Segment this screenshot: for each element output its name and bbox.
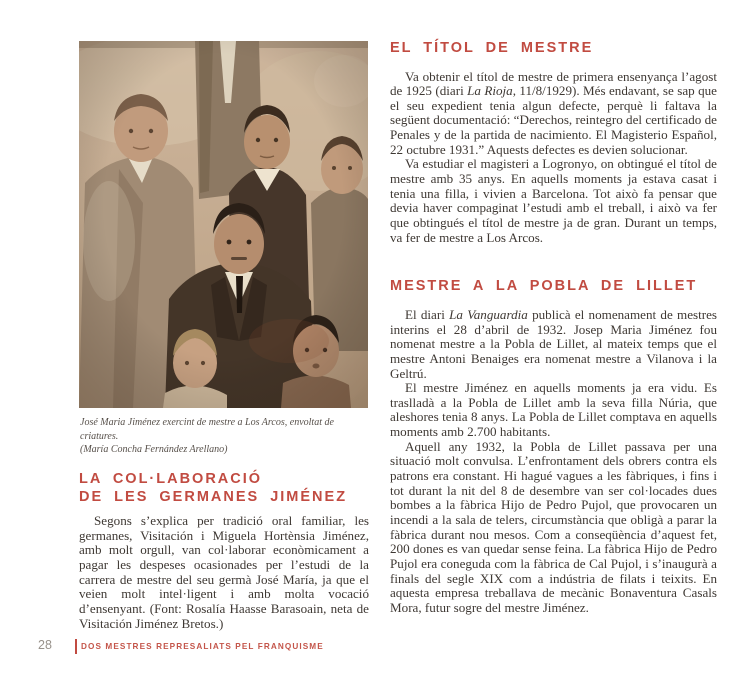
page-footer (38, 638, 718, 658)
section2-heading: MESTRE A LA POBLA DE LILLET (390, 278, 698, 295)
section1-paragraph1 (390, 70, 717, 158)
class-photo (79, 41, 368, 408)
page-number: 28 (38, 638, 52, 652)
section1-paragraph1-rest: , 11/8/1929). Més endavant, se sap que el seu expedient tenia algun defecte, perquè li faltava la següent documentació: “Derechos, reintegro del certificado de Penales y de la partida de nacimiento. El Magisterio Español, 22 octubre 1931.” Aquests defectes es devien solucionar. (390, 83, 717, 157)
left-section-paragraph: Segons s’explica per tradició oral familiar, les germanes, Visitación i Miguela Hortènsia Jiménez, amb molt orgull, van col·laborar econòmicament a pagar les despeses ocasionades per l’estudi de la carrera de mestre del seu germà José María, ja que el veien molt intel·ligent i amb molta vocació d’ensenyant. (Font: Rosalía Haasse Barasoain, neta de Visitación Jiménez Bretos.) (79, 513, 369, 631)
photo-caption (80, 416, 370, 457)
section2-paragraph2: El mestre Jiménez en aquells moments ja era vidu. Es traslladà a la Pobla de Lillet amb la seva filla Núria, que aleshores tenia 8 anys. La Pobla de Lillet comptava en aquells moments amb 2.700 habitants. (390, 380, 717, 440)
section2-paragraph1-text: El diari (405, 306, 450, 322)
newspaper-name-la-rioja: La Rioja (467, 83, 513, 99)
photo-caption-line1: José Maria Jiménez exercint de mestre a Los Arcos, envoltat de criatures. (80, 417, 334, 442)
section1-heading: EL TÍTOL DE MESTRE (390, 40, 594, 56)
newspaper-name-la-vanguardia: La Vanguardia (449, 306, 528, 322)
section2-paragraph3: Aquell any 1932, la Pobla de Lillet passava per una situació molt convulsa. L’enfrontament dels obrers contra els patrons era constant. Hi hagué vagues a les fàbriques, i fins i tot durant la nit del 8 de desembre van ser col·locades dues bombes a la fàbrica Hijo de Pedro Pujol, que provocaren un incendi a la sala de telers, circumstància que obligà a parar la fàbrica durant nou mesos. Com a conseqüència d’aquest fet, 200 dones es van quedar sense feina. La fàbrica Hijo de Pedro Pujol era coneguda com la fàbrica de Cal Pujol, i s’inaugurà a finals del segle XIX com a indústria de filats i teixits. En aquesta empresa treballava de mecànic Bonaventura Casals Mora, futur sogre del mestre Jiménez. (390, 438, 717, 615)
section2-paragraph1 (390, 308, 717, 381)
vintage-class-photo-illustration (79, 41, 368, 408)
photo-caption-line2: (María Concha Fernández Arellano) (80, 444, 228, 455)
left-section-heading-line2: DE LES GERMANES JIMÉNEZ (79, 488, 348, 505)
footer-divider (75, 639, 77, 654)
left-section-heading-line1: LA COL·LABORACIÓ (79, 471, 263, 487)
section2-paragraph1-rest: publicà el nomenament de mestres interins el 28 d’abril de 1932. Josep Maria Jiménez fou nomenat mestre a la Pobla de Lillet, al mateix temps que el mestre Antoni Benaiges era nomenat mestre a Vilanova i la Geltrú. (390, 306, 718, 381)
section1-paragraph1-text: Va obtenir el títol de mestre de primera ensenyança l’agost de 1925 (diari (390, 68, 717, 99)
right-column (390, 40, 717, 616)
section1-paragraph2: Va estudiar el magisteri a Logronyo, on obtingué el títol de mestre amb 35 anys. En aquells moments ja estava casat i tenia una filla, i vivien a Barcelona. Tot això fa pensar que devia haver compaginat l’estudi amb el treball, i això va fer que obtingués el títol de mestre ja de gran. Durant un temps, va fer de mestre a Los Arcos. (390, 156, 717, 245)
footer-book-title: DOS MESTRES REPRESALIATS PEL FRANQUISME (81, 642, 324, 651)
left-section-heading (79, 471, 369, 506)
